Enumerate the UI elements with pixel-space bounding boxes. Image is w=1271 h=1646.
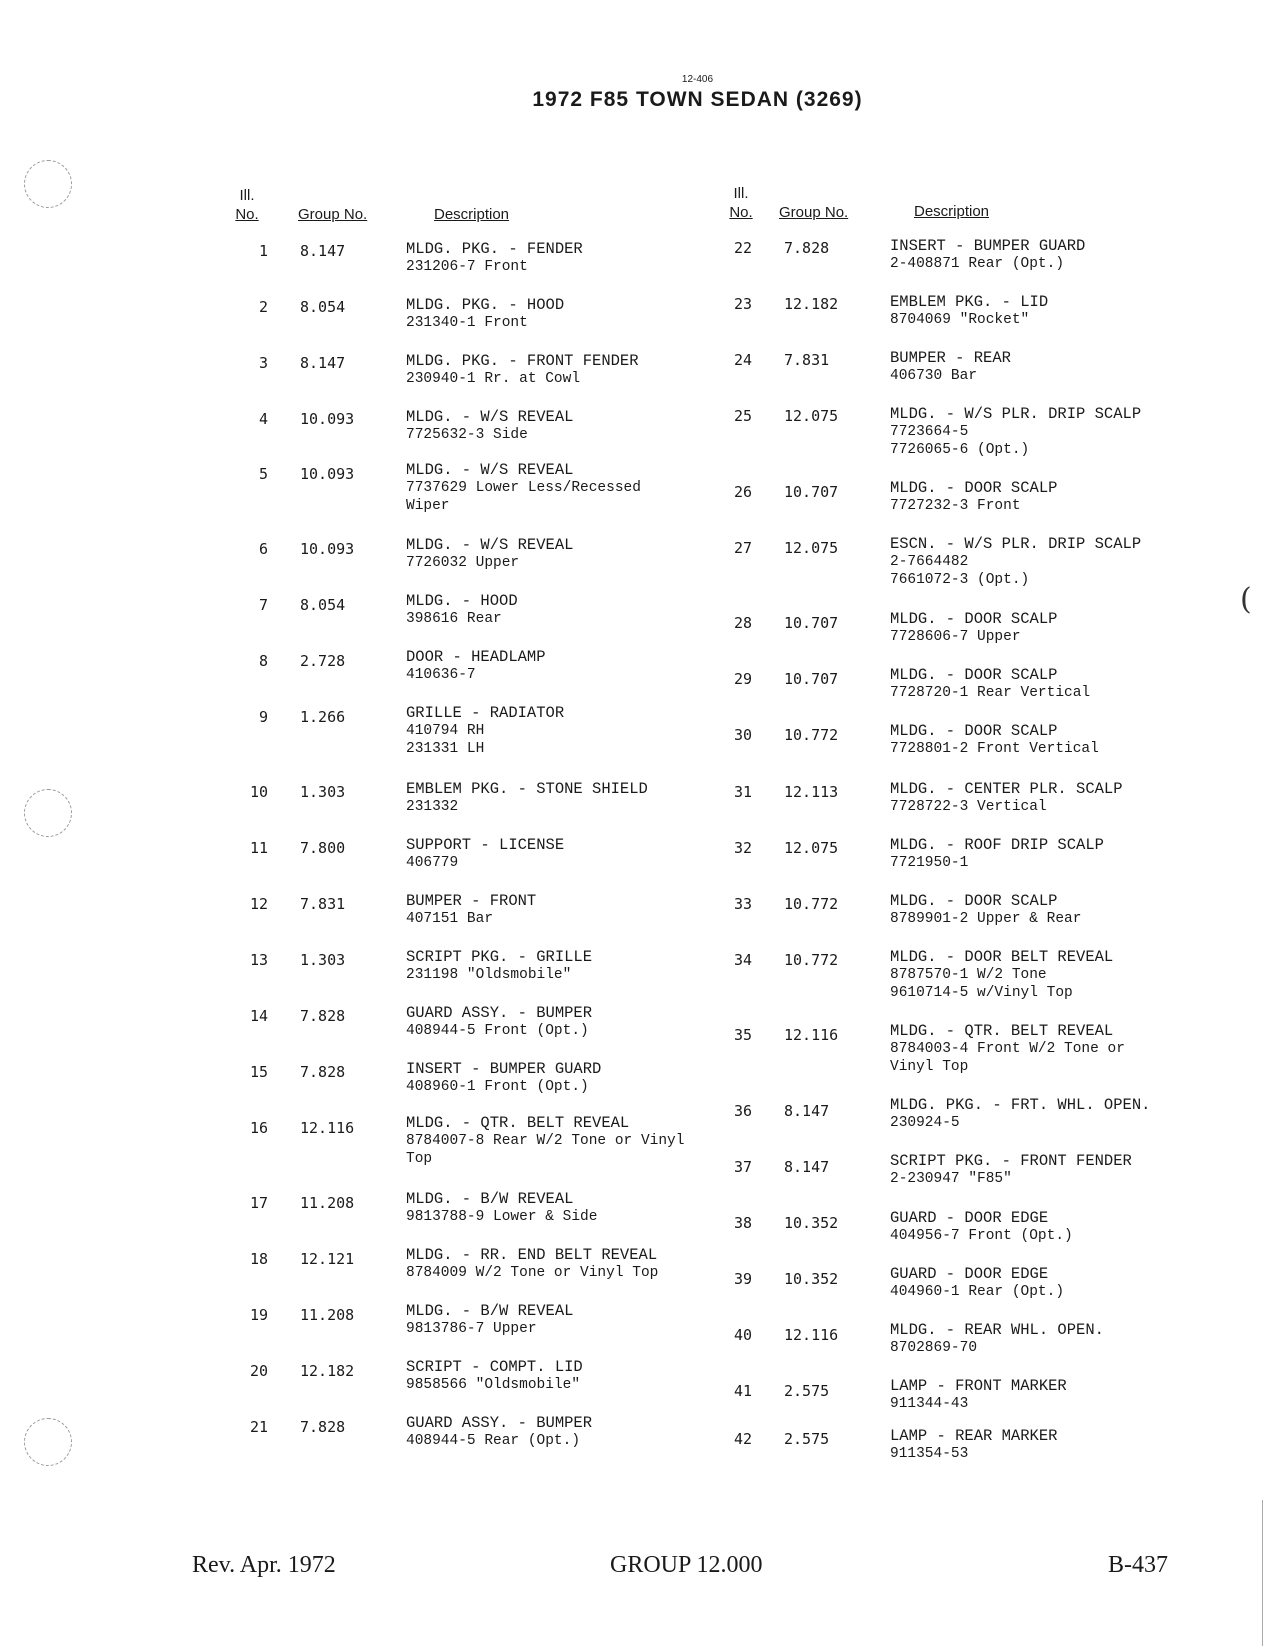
part-name: MLDG. PKG. - FRONT FENDER (406, 352, 639, 370)
binder-hole-bottom (24, 1418, 72, 1466)
part-name: MLDG. - W/S REVEAL (406, 408, 574, 426)
group-number-cell: 10.093 (300, 465, 355, 483)
part-detail: 911354-53 (890, 1446, 969, 1462)
part-description (406, 948, 592, 984)
part-name: MLDG. - RR. END BELT REVEAL (406, 1246, 658, 1264)
part-description (890, 1265, 1064, 1301)
part-detail: 231198 "Oldsmobile" (406, 967, 572, 983)
part-name: SUPPORT - LICENSE (406, 836, 565, 854)
group-number-cell: 12.121 (300, 1250, 355, 1268)
part-detail: 7723664-5 (890, 424, 969, 440)
ill-number: 25 (733, 407, 752, 425)
part-description (406, 704, 564, 758)
part-detail: 8784003-4 Front W/2 Tone or (890, 1041, 1125, 1057)
part-name: MLDG. - B/W REVEAL (406, 1190, 574, 1208)
group-number-cell: 2.728 (300, 652, 346, 670)
group-number-cell: 10.352 (784, 1214, 839, 1232)
part-detail: 8784009 W/2 Tone or Vinyl Top (406, 1265, 659, 1281)
ill-number: 23 (733, 295, 752, 313)
part-name: MLDG. PKG. - FRT. WHL. OPEN. (890, 1096, 1151, 1114)
ill-number: 8 (258, 652, 268, 670)
group-number-cell: 1.303 (300, 951, 346, 969)
part-description (406, 1190, 597, 1226)
ill-number: 19 (249, 1306, 268, 1324)
part-detail: 2-230947 "F85" (890, 1171, 1012, 1187)
part-description (406, 240, 583, 276)
ill-number: 14 (249, 1007, 268, 1025)
ill-number: 30 (733, 726, 752, 744)
part-detail: 2-7664482 (890, 554, 969, 570)
group-number-cell: 8.147 (300, 242, 346, 260)
part-description (406, 461, 641, 515)
ill-number: 2 (258, 298, 268, 316)
part-detail: 7728720-1 Rear Vertical (890, 685, 1091, 701)
ill-number: 39 (733, 1270, 752, 1288)
part-name: LAMP - FRONT MARKER (890, 1377, 1067, 1395)
right-description-header: Description (914, 203, 990, 220)
group-number-cell: 8.147 (784, 1158, 830, 1176)
part-description (890, 1022, 1125, 1076)
part-description (890, 1427, 1057, 1463)
group-number-cell: 12.182 (300, 1362, 355, 1380)
part-description (406, 1302, 573, 1338)
group-number-cell: 7.828 (300, 1418, 346, 1436)
part-name: MLDG. - DOOR BELT REVEAL (890, 948, 1114, 966)
part-detail: 7721950-1 (890, 855, 969, 871)
part-description (406, 1414, 592, 1450)
part-name: DOOR - HEADLAMP (406, 648, 546, 666)
ill-number: 24 (733, 351, 752, 369)
group-number-cell: 12.075 (784, 839, 839, 857)
group-number-cell: 7.831 (784, 351, 830, 369)
part-name: BUMPER - FRONT (406, 892, 537, 910)
part-detail: 7727232-3 Front (890, 498, 1021, 514)
part-detail: 408944-5 Front (Opt.) (406, 1023, 589, 1039)
part-name: SCRIPT PKG. - FRONT FENDER (890, 1152, 1132, 1170)
part-detail: 398616 Rear (406, 611, 502, 627)
part-detail: 406730 Bar (890, 368, 978, 384)
part-detail: 9858566 "Oldsmobile" (406, 1377, 581, 1393)
ill-number: 42 (733, 1430, 752, 1448)
ill-number: 20 (249, 1362, 268, 1380)
ill-number: 3 (258, 354, 268, 372)
part-name: INSERT - BUMPER GUARD (890, 237, 1086, 255)
part-detail: 7728722-3 Vertical (890, 799, 1047, 815)
part-description (890, 780, 1123, 816)
part-name: MLDG. - DOOR SCALP (890, 892, 1058, 910)
group-number-cell: 2.575 (784, 1382, 830, 1400)
part-detail: 408944-5 Rear (Opt.) (406, 1433, 581, 1449)
part-description (890, 722, 1099, 758)
part-detail: 8702869-70 (890, 1340, 978, 1356)
group-number-cell: 10.707 (784, 483, 839, 501)
group-number-cell: 7.828 (300, 1007, 346, 1025)
part-description (890, 666, 1090, 702)
part-detail: 8789901-2 Upper & Rear (890, 911, 1082, 927)
part-description (406, 408, 573, 444)
part-detail: 7728606-7 Upper (890, 629, 1021, 645)
part-description (890, 1377, 1067, 1413)
part-detail: 8704069 "Rocket" (890, 312, 1030, 328)
left-description-header: Description (434, 206, 510, 223)
part-name: MLDG. PKG. - HOOD (406, 296, 565, 314)
part-detail: Wiper (406, 498, 450, 514)
ill-number: 9 (258, 708, 268, 726)
page-code: 12-406 (681, 74, 714, 85)
ill-number: 34 (733, 951, 752, 969)
part-name: EMBLEM PKG. - STONE SHIELD (406, 780, 648, 798)
part-description (406, 352, 639, 388)
part-name: MLDG. - CENTER PLR. SCALP (890, 780, 1123, 798)
part-name: SCRIPT PKG. - GRILLE (406, 948, 593, 966)
group-number-cell: 7.831 (300, 895, 346, 913)
part-name: MLDG. - DOOR SCALP (890, 479, 1058, 497)
group-number-cell: 1.303 (300, 783, 346, 801)
part-detail: 407151 Bar (406, 911, 494, 927)
group-number-cell: 10.707 (784, 614, 839, 632)
part-description (890, 293, 1048, 329)
part-detail: 7725632-3 Side (406, 427, 528, 443)
part-detail: 8787570-1 W/2 Tone (890, 967, 1047, 983)
part-name: MLDG. - W/S REVEAL (406, 461, 574, 479)
ill-number: 40 (733, 1326, 752, 1344)
part-description (406, 1004, 592, 1040)
page-title: 1972 F85 TOWN SEDAN (3269) (532, 88, 863, 111)
left-ill-no-header: Ill. No. (235, 187, 259, 223)
part-description (406, 592, 518, 628)
left-group-no-header: Group No. (298, 206, 368, 223)
part-description (406, 296, 564, 332)
part-name: ESCN. - W/S PLR. DRIP SCALP (890, 535, 1142, 553)
page-number: B-437 (1108, 1552, 1168, 1578)
part-name: MLDG. - DOOR SCALP (890, 666, 1058, 684)
ill-number: 38 (733, 1214, 752, 1232)
part-detail: 410794 RH (406, 723, 485, 739)
right-group-no-header: Group No. (779, 204, 849, 221)
part-description (406, 1060, 601, 1096)
ill-number: 26 (733, 483, 752, 501)
group-number-cell: 10.772 (784, 895, 839, 913)
part-detail: 7726065-6 (Opt.) (890, 442, 1030, 458)
revision-date: Rev. Apr. 1972 (192, 1552, 336, 1578)
part-name: GUARD - DOOR EDGE (890, 1209, 1049, 1227)
ill-number: 7 (258, 596, 268, 614)
part-description (890, 237, 1085, 273)
part-description (406, 780, 648, 816)
ill-number: 36 (733, 1102, 752, 1120)
part-description (890, 405, 1141, 459)
part-name: BUMPER - REAR (890, 349, 1011, 367)
part-description (890, 349, 1011, 385)
part-detail: 230924-5 (890, 1115, 960, 1131)
part-detail: 410636-7 (406, 667, 476, 683)
part-detail: 404960-1 Rear (Opt.) (890, 1284, 1065, 1300)
part-detail: 408960-1 Front (Opt.) (406, 1079, 589, 1095)
ill-number: 29 (733, 670, 752, 688)
group-number-cell: 10.352 (784, 1270, 839, 1288)
part-description (890, 836, 1104, 872)
part-detail: 231206-7 Front (406, 259, 528, 275)
part-name: MLDG. - B/W REVEAL (406, 1302, 574, 1320)
part-name: SCRIPT - COMPT. LID (406, 1358, 583, 1376)
ill-number: 31 (733, 783, 752, 801)
ill-number: 27 (733, 539, 752, 557)
part-detail: 2-408871 Rear (Opt.) (890, 256, 1065, 272)
ill-number: 11 (249, 839, 268, 857)
group-number-cell: 8.147 (300, 354, 346, 372)
part-name: MLDG. - DOOR SCALP (890, 610, 1058, 628)
group-number-cell: 7.828 (300, 1063, 346, 1081)
ill-number: 1 (258, 242, 268, 260)
part-detail: 230940-1 Rr. at Cowl (406, 371, 581, 387)
part-name: INSERT - BUMPER GUARD (406, 1060, 602, 1078)
part-detail: 9610714-5 w/Vinyl Top (890, 985, 1073, 1001)
group-number-cell: 12.116 (784, 1326, 839, 1344)
group-number-cell: 12.113 (784, 783, 839, 801)
ill-number: 5 (258, 465, 268, 483)
group-number-cell: 7.828 (784, 239, 830, 257)
group-number-cell: 12.116 (300, 1119, 355, 1137)
part-detail: 8784007-8 Rear W/2 Tone or Vinyl (406, 1133, 685, 1149)
right-ill-no-header: Ill. No. (729, 185, 753, 221)
part-description (406, 1358, 583, 1394)
group-number-cell: 12.116 (784, 1026, 839, 1044)
part-name: EMBLEM PKG. - LID (890, 293, 1049, 311)
part-name: MLDG. - DOOR SCALP (890, 722, 1058, 740)
page-edge-rule (1262, 1500, 1263, 1646)
part-description (890, 1152, 1132, 1188)
group-number-cell: 12.182 (784, 295, 839, 313)
part-detail: 404956-7 Front (Opt.) (890, 1228, 1073, 1244)
part-name: MLDG. - HOOD (406, 592, 518, 610)
part-name: MLDG. - REAR WHL. OPEN. (890, 1321, 1104, 1339)
group-number-cell: 10.093 (300, 410, 355, 428)
ill-number: 16 (249, 1119, 268, 1137)
group-number-cell: 2.575 (784, 1430, 830, 1448)
group-number-cell: 11.208 (300, 1194, 355, 1212)
ill-number: 28 (733, 614, 752, 632)
group-number-cell: 10.772 (784, 726, 839, 744)
ill-number: 35 (733, 1026, 752, 1044)
part-name: GRILLE - RADIATOR (406, 704, 565, 722)
binder-hole-top (24, 160, 72, 208)
group-number-cell: 12.075 (784, 539, 839, 557)
part-detail: Vinyl Top (890, 1059, 969, 1075)
group-number-cell: 8.054 (300, 298, 346, 316)
part-description (890, 948, 1113, 1002)
part-name: GUARD ASSY. - BUMPER (406, 1004, 593, 1022)
ill-number: 17 (249, 1194, 268, 1212)
ill-number: 22 (733, 239, 752, 257)
ill-number: 12 (249, 895, 268, 913)
ill-number: 4 (258, 410, 268, 428)
part-description (890, 535, 1141, 589)
part-description (890, 1096, 1150, 1132)
part-description (890, 892, 1081, 928)
part-detail: 231340-1 Front (406, 315, 528, 331)
group-number-cell: 10.093 (300, 540, 355, 558)
part-name: LAMP - REAR MARKER (890, 1427, 1058, 1445)
group-number-cell: 8.147 (784, 1102, 830, 1120)
part-detail: 406779 (406, 855, 459, 871)
part-detail: 231331 LH (406, 741, 485, 757)
part-name: MLDG. - ROOF DRIP SCALP (890, 836, 1104, 854)
part-description (406, 892, 536, 928)
part-description (406, 648, 546, 684)
part-detail: 7737629 Lower Less/Recessed (406, 480, 641, 496)
part-detail: 7728801-2 Front Vertical (890, 741, 1099, 757)
ill-number: 32 (733, 839, 752, 857)
part-description (890, 1321, 1104, 1357)
group-number-cell: 1.266 (300, 708, 346, 726)
part-detail: 231332 (406, 799, 459, 815)
part-description (890, 610, 1057, 646)
ill-number: 41 (733, 1382, 752, 1400)
part-name: MLDG. - W/S REVEAL (406, 536, 574, 554)
part-name: MLDG. - QTR. BELT REVEAL (406, 1114, 630, 1132)
part-name: MLDG. - W/S PLR. DRIP SCALP (890, 405, 1142, 423)
part-description (406, 836, 564, 872)
ill-number: 37 (733, 1158, 752, 1176)
part-description (406, 1246, 658, 1282)
ill-number: 18 (249, 1250, 268, 1268)
part-description (406, 536, 573, 572)
ill-number: 21 (249, 1418, 268, 1436)
group-number-cell: 11.208 (300, 1306, 355, 1324)
group-number-cell: 10.772 (784, 951, 839, 969)
part-detail: 911344-43 (890, 1396, 969, 1412)
part-description (890, 479, 1057, 515)
margin-mark: ( (1240, 582, 1252, 617)
ill-number: 6 (258, 540, 268, 558)
part-name: GUARD - DOOR EDGE (890, 1265, 1049, 1283)
group-number: GROUP 12.000 (610, 1552, 763, 1578)
part-detail: 9813788-9 Lower & Side (406, 1209, 598, 1225)
ill-number: 10 (249, 783, 268, 801)
group-number-cell: 10.707 (784, 670, 839, 688)
group-number-cell: 8.054 (300, 596, 346, 614)
group-number-cell: 12.075 (784, 407, 839, 425)
part-detail: 9813786-7 Upper (406, 1321, 537, 1337)
part-detail: Top (406, 1151, 433, 1167)
ill-number: 15 (249, 1063, 268, 1081)
part-description (890, 1209, 1073, 1245)
ill-number: 13 (249, 951, 268, 969)
part-detail: 7661072-3 (Opt.) (890, 572, 1030, 588)
part-detail: 7726032 Upper (406, 555, 520, 571)
ill-number: 33 (733, 895, 752, 913)
part-name: GUARD ASSY. - BUMPER (406, 1414, 593, 1432)
part-description (406, 1114, 684, 1168)
part-name: MLDG. - QTR. BELT REVEAL (890, 1022, 1114, 1040)
group-number-cell: 7.800 (300, 839, 346, 857)
binder-hole-middle (24, 789, 72, 837)
part-name: MLDG. PKG. - FENDER (406, 240, 583, 258)
